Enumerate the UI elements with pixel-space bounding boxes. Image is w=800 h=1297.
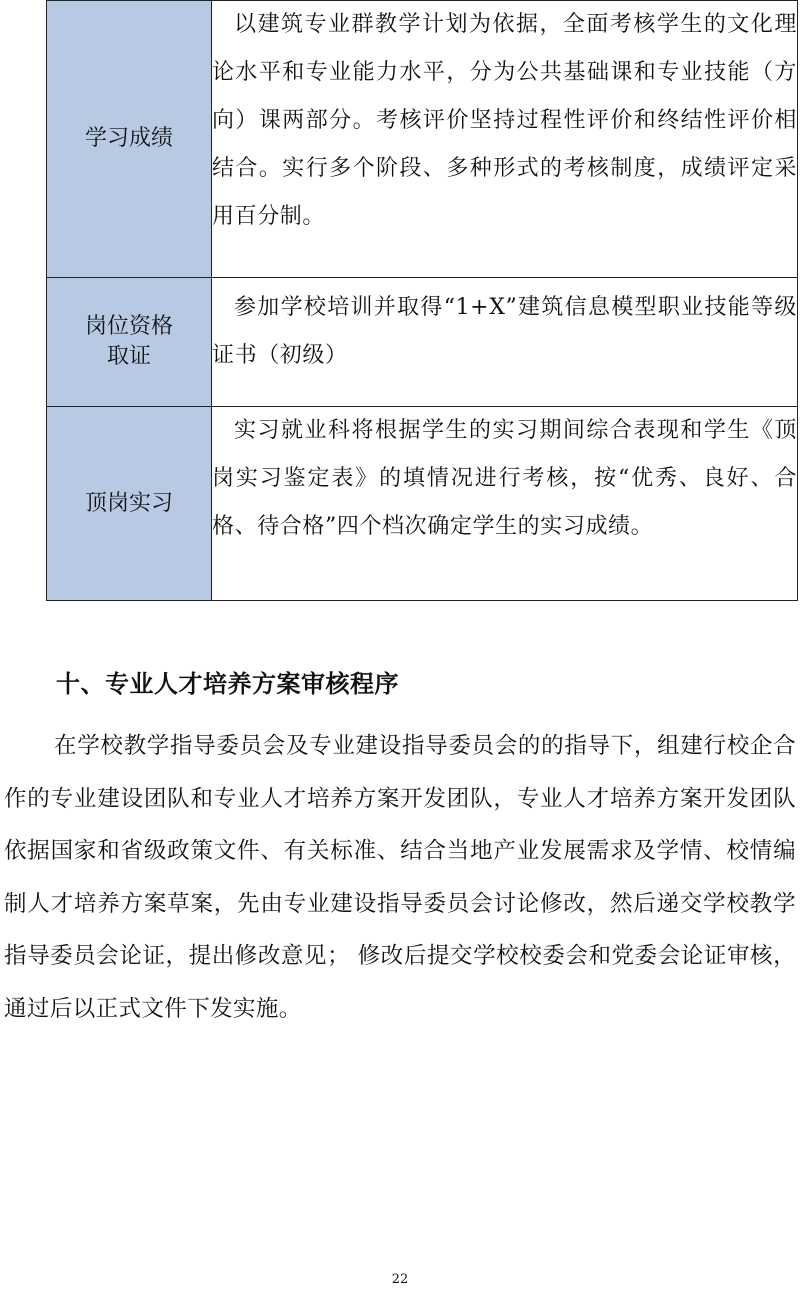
table-row	[47, 1, 798, 278]
row-label-academic-performance	[47, 1, 212, 278]
section-paragraph: 在学校教学指导委员会及专业建设指导委员会的的指导下，组建行校企合作的专业建设团队和专业人才培养方案开发团队，专业人才培养方案开发团队依据国家和省级政策文件、有关标准、结合当地产业发展需求及学情、校情编制人才培养方案草案，先由专业建设指导委员会讨论修改，然后递交学校教学指导委员会论证，提出修改意见； 修改后提交学校校委会和党委会论证审核，通过后以正式文件下发实施。	[4, 733, 796, 1022]
row-content-cell	[212, 407, 798, 601]
table-row	[47, 407, 798, 601]
row-label-internship	[47, 407, 212, 601]
table-row	[47, 278, 798, 407]
row-label-text-line1: 岗位资格	[84, 314, 173, 339]
row-content-text: 实习就业科将根据学生的实习期间综合表现和学生《顶岗实习鉴定表》的填情况进行考核，按“优秀、良好、合格、待合格”四个档次确定学生的实习成绩。	[212, 418, 797, 539]
row-content-cell	[212, 1, 798, 278]
row-content-text: 参加学校培训并取得“1+X”建筑信息模型职业技能等级证书（初级）	[212, 295, 797, 368]
row-content-cell	[212, 278, 798, 407]
row-label-text-line2: 取证	[106, 344, 151, 369]
row-label-text: 学习成绩	[84, 126, 173, 151]
assessment-table	[46, 0, 798, 601]
section-heading: 十、专业人才培养方案审核程序	[56, 670, 399, 698]
page-number: 22	[391, 1272, 409, 1287]
row-label-certification	[47, 278, 212, 407]
row-label-text: 顶岗实习	[84, 490, 173, 516]
row-content-text: 以建筑专业群教学计划为依据，全面考核学生的文化理论水平和专业能力水平，分为公共基础课和专业技能（方向）课两部分。考核评价坚持过程性评价和终结性评价相结合。实行多个阶段、多种形式的考核制度，成绩评定采用百分制。	[212, 12, 797, 229]
